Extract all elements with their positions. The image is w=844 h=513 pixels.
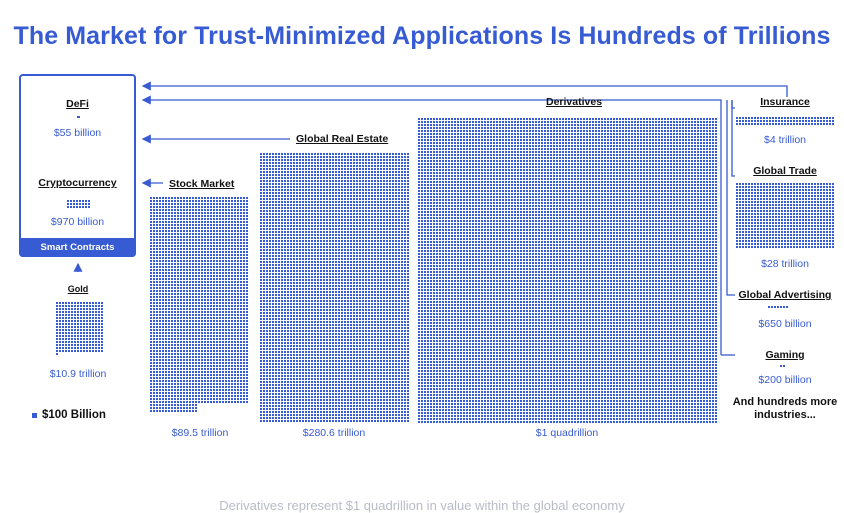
real-estate-label: Global Real Estate [296,133,388,145]
advertising-value: $650 billion [735,318,835,330]
more-industries-text: And hundreds more industries... [730,396,840,422]
defi-label: DeFi [19,98,136,110]
crypto-label: Cryptocurrency [19,177,136,189]
stock-value: $89.5 trillion [150,427,250,439]
trade-label: Global Trade [735,165,835,177]
smart-contracts-footer: Smart Contracts [19,238,136,257]
gold-value: $10.9 trillion [38,368,118,380]
legend-label: $100 Billion [42,409,106,421]
derivatives-label: Derivatives [546,96,602,108]
page-title: The Market for Trust-Minimized Applications Is Hundreds of Trillions [0,22,844,51]
crypto-value: $970 billion [19,216,136,228]
defi-value: $55 billion [19,127,136,139]
derivatives-value: $1 quadrillion [418,427,716,439]
insurance-label: Insurance [735,96,835,108]
gaming-label: Gaming [735,349,835,361]
gaming-value: $200 billion [735,374,835,386]
trade-value: $28 trillion [735,258,835,270]
real-estate-value: $280.6 trillion [260,427,408,439]
stock-label: Stock Market [169,178,234,190]
advertising-label: Global Advertising [735,289,835,301]
caption: Derivatives represent $1 quadrillion in value within the global economy [0,498,844,513]
gold-label: Gold [48,284,108,294]
insurance-value: $4 trillion [735,134,835,146]
